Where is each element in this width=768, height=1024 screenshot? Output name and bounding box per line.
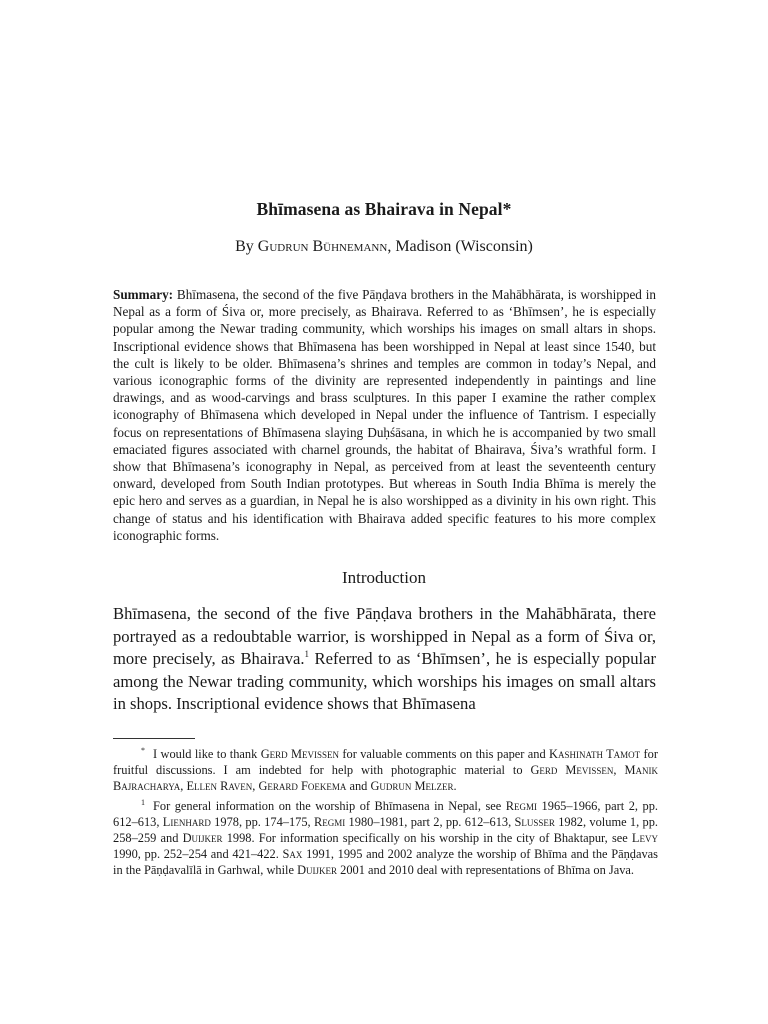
section-heading-introduction: Introduction [341,568,427,587]
author-affiliation: , Madison (Wisconsin) [387,238,533,255]
cited-name: Gerd Mevissen [260,747,340,761]
footnote-acknowledgement [113,743,658,795]
footnote-marker: * [141,746,145,755]
footnote-text: 1991, 1995 and 2002 analyze the worship of Bhīma and the Pāṇḍavas in the Pāṇḍavalīlā in Garhwal, while [113,847,659,878]
footnote-body [113,799,658,878]
cited-name: Regmi [313,814,346,829]
cited-name: Gerd Mevissen [530,763,614,778]
cited-name: Slusser [514,814,555,829]
author-name: Gudrun Bühnemann [257,238,388,255]
footnote-text: . [453,779,457,794]
footnote-text: and [346,779,371,794]
footnote-text: I would like to thank [153,747,261,761]
footnote-text: , [180,779,187,794]
summary-text: Bhīmasena, the second of the five Pāṇḍava brothers in the Mahābhārata, is worshipped in Nepal as a form of Śiva or, more precisely, as Bhairava. Referred to as ‘Bhīmsen’, he is especially popular among the Newar trading community, which worships his images on small altars in shops. Inscriptional evidence shows that Bhīmasena has been worshipped in Nepal at least since 1540, but the cult is likely to be older. Bhīmasena’s shrines and temples are common in today’s Nepal, and various iconographic forms of the divinity are represented independently in paintings and line drawings, and as wood-carvings and brass sculptures. In this paper I examine the rather complex iconography of Bhīmasena which developed in Nepal under the influence of Tantrism. I especially focus on representations of Bhīmasena slaying Duḥśāsana, in which he is accompanied by two small emaciated figures associated with charnel grounds, the habitat of Bhairava, Śiva’s wrathful form. I show that Bhīmasena’s iconography in Nepal, as perceived from at least the seventeenth century onward, developed from South Indian prototypes. But whereas in South India Bhīma is merely the epic hero and serves as a guardian, in Nepal he is also worshipped as a divinity in his own right. This change of status and his identification with Bhairava added specific features to his more complex iconographic forms. [113,287,656,543]
footnote-text: 1998. For information specifically on his worship in the city of Bhaktapur, see [222,831,632,846]
footnote-text: for fruitful discussions. I am indebted for help with photographic material to [113,747,659,778]
cited-name: Kashinath Tamot [549,747,641,761]
footnote-body [113,747,658,793]
footnote-marker: 1 [141,797,145,807]
cited-name: Duijker [182,831,223,846]
footnote-text: , [613,763,625,778]
footnote-reference-1[interactable]: 1 [304,649,310,660]
cited-name: Gudrun Melzer [370,779,454,794]
footnote-text: For general information on the worship of Bhīmasena in Nepal, see [153,798,506,813]
footnote-text: 1982, volume 1, pp. 258–259 and [113,814,658,846]
summary-label: Summary: [113,287,174,302]
cited-name: Ellen Raven [186,779,253,794]
cited-name: Sax [282,847,303,862]
footnote-separator [113,738,195,739]
byline [0,238,768,256]
footnote-text: 1990, pp. 252–254 and 421–422. [113,847,283,862]
cited-name: Gerard Foekema [258,779,347,794]
footnote-text: 1965–1966, part 2, pp. 612–613, [113,798,658,829]
introduction-paragraph [113,603,656,716]
cited-name: Levy [631,831,658,846]
footnote-1 [113,795,658,879]
footnote-text: 1978, pp. 174–175, [210,814,314,829]
cited-name: Duijker [297,863,338,878]
footnote-text: for valuable comments on this paper and [339,747,550,761]
footnote-text: , [252,779,259,794]
summary-paragraph [113,286,656,544]
cited-name: Manik Bajracharya [113,763,658,794]
introduction-text-continued: Referred to as ‘Bhīmsen’, he is especially popular among the Newar trading community, which worships his images on small altars in shops. Inscriptional evidence shows that Bhīmasena [113,649,656,714]
cited-name: Lienhard [162,814,211,829]
article-title: Bhīmasena as Bhairava in Nepal* [256,199,512,219]
byline-prefix: By [235,238,258,255]
cited-name: Regmi [505,798,538,813]
introduction-text: Bhīmasena, the second of the five Pāṇḍava brothers in the Mahābhārata, there portrayed as a redoubtable warrior, is worshipped in Nepal as a form of Śiva or, more precisely, as Bhairava. [113,604,656,669]
footnote-text: 1980–1981, part 2, pp. 612–613, [345,814,515,829]
footnote-text: 2001 and 2010 deal with representations of Bhīma on Java. [337,863,635,878]
footnotes [113,743,658,879]
